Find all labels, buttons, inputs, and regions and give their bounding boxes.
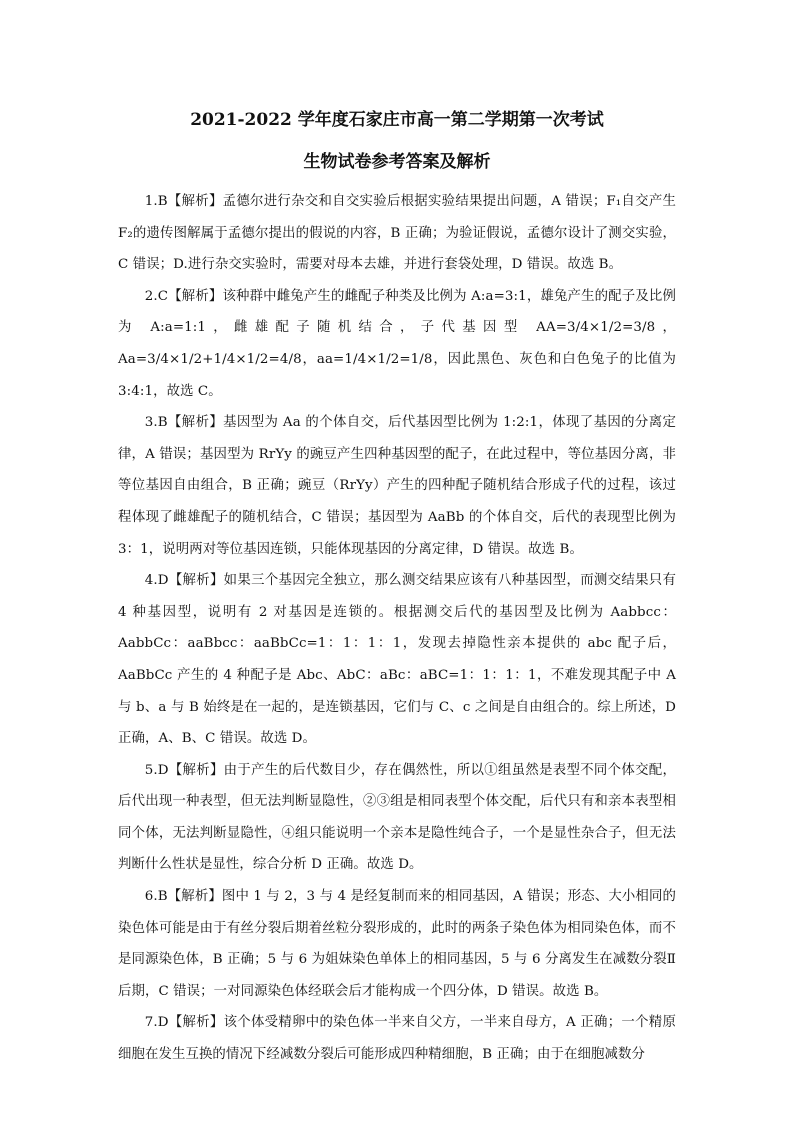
answer-paragraph-3: 3.B【解析】基因型为 Aa 的个体自交，后代基因型比例为 1:2:1，体现了基因的分离定律，A 错误；基因型为 RrYy 的豌豆产生四种基因型的配子，在此过程中，等位基因分离，非等位基因自由组合，B 正确；豌豆（RrYy）产生的四种配子随机结合形成子代的过程，该过程体现了雌雄配子的随机结合，C 错误；基因型为 AaBb 的个体自交，后代的表现型比例为 3：1，说明两对等位基因连锁，只能体现基因的分离定律，D 错误。故选 B。: [118, 415, 676, 557]
answer-paragraph-1: 1.B【解析】孟德尔进行杂交和自交实验后根据实验结果提出问题，A 错误；F₁自交产生 F₂的遗传图解属于孟德尔提出的假说的内容，B 正确；为验证假说，孟德尔设计了测交实验，C 错误；D.进行杂交实验时，需要对母本去雄，并进行套袋处理，D 错误。故选 B。: [118, 194, 676, 273]
answer-paragraph-7: 7.D【解析】该个体受精卵中的染色体一半来自父方，一半来自母方，A 正确；一个精原细胞在发生互换的情况下经减数分裂后可能形成四种精细胞，B 正确；由于在细胞减数分: [118, 1015, 676, 1063]
document-title: 2021-2022 学年度石家庄市高一第二学期第一次考试: [190, 110, 604, 130]
answer-paragraph-2: 2.C【解析】该种群中雌兔产生的雌配子种类及比例为 A:a=3:1，雄兔产生的配子及比例为 A:a=1:1，雌雄配子随机结合，子代基因型 AA=3/4×1/2=3/8，Aa=3/4×1/2+1/4×1/2=4/8，aa=1/4×1/2=1/8，因此黑色、灰色和白色兔子的比值为 3:4:1，故选 C。: [118, 288, 676, 399]
document-subtitle: 生物试卷参考答案及解析: [303, 152, 491, 172]
answer-paragraph-4: 4.D【解析】如果三个基因完全独立，那么测交结果应该有八种基因型，而测交结果只有 4 种基因型，说明有 2 对基因是连锁的。根据测交后代的基因型及比例为 Aabbcc：AabbCc：aaBbcc：aaBbCc=1：1：1：1，发现去掉隐性亲本提供的 abc 配子后，AaBbCc 产生的 4 种配子是 Abc、AbC：aBc：aBC=1：1：1：1，不难发现其配子中 A 与 b、a 与 B 始终是在一起的，是连锁基因，它们与 C、c 之间是自由组合的。综上所述，D 正确，A、B、C 错误。故选 D。: [118, 573, 676, 747]
answer-paragraph-5: 5.D【解析】由于产生的后代数目少，存在偶然性，所以①组虽然是表型不同个体交配，后代出现一种表型，但无法判断显隐性，②③组是相同表型个体交配，后代只有和亲本表型相同个体，无法判断显隐性，④组只能说明一个亲本是隐性纯合子，一个是显性杂合子，但无法判断什么性状是显性，综合分析 D 正确。故选 D。: [118, 762, 676, 873]
answer-paragraph-6: 6.B【解析】图中 1 与 2，3 与 4 是经复制而来的相同基因，A 错误；形态、大小相同的染色体可能是由于有丝分裂后期着丝粒分裂形成的，此时的两条子染色体为相同染色体，而不是同源染色体，B 正确；5 与 6 为姐妹染色单体上的相同基因，5 与 6 分离发生在减数分裂Ⅱ后期，C 错误；一对同源染色体经联会后才能构成一个四分体，D 错误。故选 B。: [118, 889, 676, 999]
